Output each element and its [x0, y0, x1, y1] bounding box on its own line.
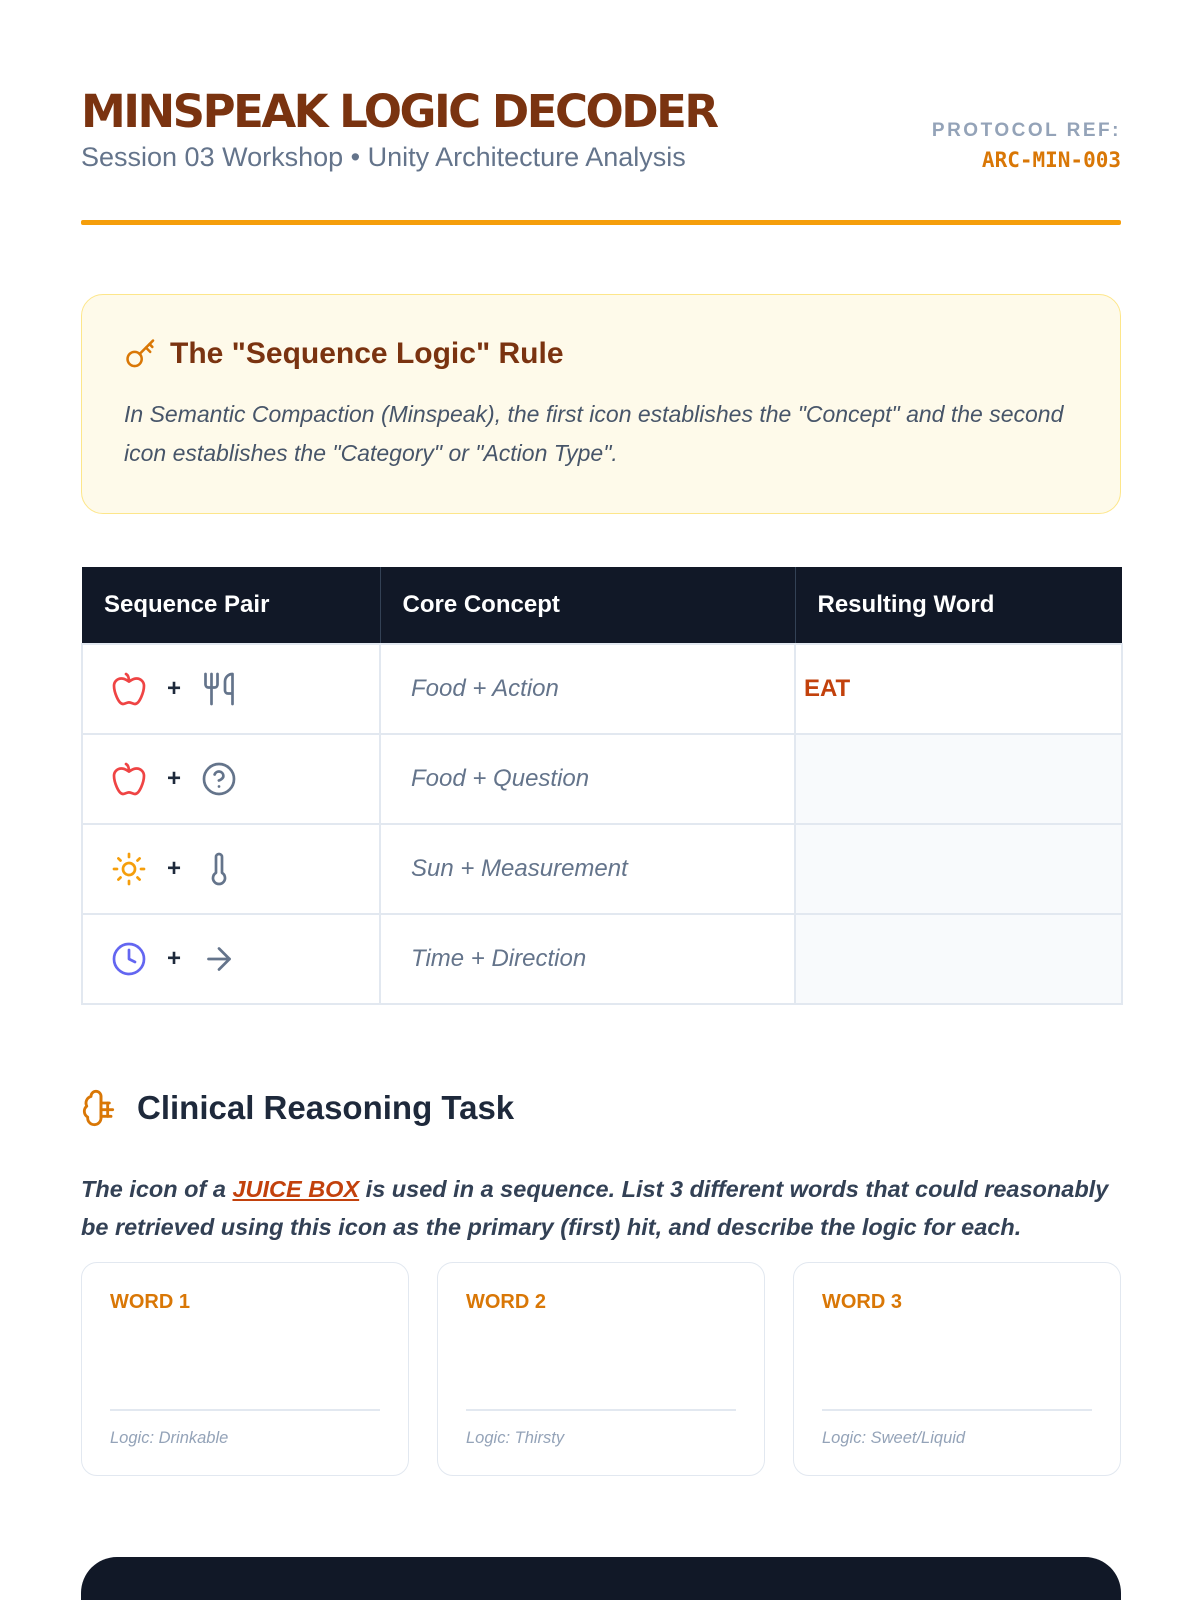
header-divider	[81, 220, 1121, 225]
sequence-rule-callout	[81, 294, 1121, 514]
word-card[interactable]	[81, 1262, 409, 1476]
answer-line	[466, 1409, 736, 1411]
sun-icon	[111, 851, 147, 887]
rule-text: In Semantic Compaction (Minspeak), the first icon establishes the "Concept" and the second icon establishes the "Category" or "Action Type".	[124, 401, 1064, 466]
brain-icon	[81, 1088, 121, 1128]
table-header-row	[82, 567, 1122, 644]
thermometer-icon	[201, 851, 237, 887]
plus-sign: +	[167, 855, 182, 882]
plus-sign: +	[167, 945, 182, 972]
word-card-label: WORD 3	[822, 1291, 902, 1313]
key-icon	[124, 337, 158, 371]
utensils-icon	[201, 671, 237, 707]
question-circle-icon	[201, 761, 237, 797]
plus-sign: +	[167, 675, 182, 702]
answer-line	[110, 1409, 380, 1411]
resulting-word-cell[interactable]	[795, 824, 1122, 914]
word-card-label: WORD 1	[110, 1291, 190, 1313]
table-row	[82, 914, 1122, 1004]
column-header-resulting-word: Resulting Word	[795, 567, 1122, 644]
table-row	[82, 644, 1122, 734]
table-row	[82, 824, 1122, 914]
task-heading	[81, 1088, 514, 1128]
task-title: Clinical Reasoning Task	[137, 1089, 515, 1126]
resulting-word: EAT	[804, 675, 851, 702]
page-subtitle: Session 03 Workshop • Unity Architecture Analysis	[81, 142, 686, 172]
arrow-right-icon	[201, 941, 237, 977]
page-header	[81, 84, 1121, 173]
table-row	[82, 734, 1122, 824]
answer-line	[822, 1409, 1092, 1411]
sequence-pair-cell	[82, 734, 380, 824]
resulting-word-cell[interactable]	[795, 644, 1122, 734]
sequence-pair-cell	[82, 914, 380, 1004]
core-concept-cell: Time + Direction	[380, 914, 795, 1004]
core-concept-cell: Sun + Measurement	[380, 824, 795, 914]
column-header-sequence-pair: Sequence Pair	[82, 567, 380, 644]
task-text-after: is used in a sequence. List 3 different words that could reasonably be retrieved using this icon as the primary (first) hit, and describe the logic for each.	[81, 1176, 1109, 1240]
column-header-core-concept: Core Concept	[380, 567, 795, 644]
core-concept-cell: Food + Action	[380, 644, 795, 734]
apple-icon	[111, 671, 147, 707]
word-card-logic: Logic: Thirsty	[466, 1429, 565, 1447]
protocol-ref	[932, 120, 1121, 172]
task-prompt	[81, 1170, 1121, 1246]
plus-sign: +	[167, 765, 182, 792]
sequence-pair-cell	[82, 644, 380, 734]
resulting-word-cell[interactable]	[795, 734, 1122, 824]
task-text-before: The icon of a	[81, 1176, 233, 1202]
page-title: MINSPEAK LOGIC DECODER	[81, 85, 717, 138]
resulting-word-cell[interactable]	[795, 914, 1122, 1004]
protocol-ref-code: ARC-MIN-003	[981, 148, 1121, 172]
word-card-label: WORD 2	[466, 1291, 546, 1313]
word-card[interactable]	[793, 1262, 1121, 1476]
rule-title: The "Sequence Logic" Rule	[170, 337, 564, 370]
footer-panel	[81, 1557, 1121, 1600]
protocol-ref-label: PROTOCOL REF:	[931, 120, 1121, 141]
sequence-table	[81, 567, 1123, 1005]
core-concept-cell: Food + Question	[380, 734, 795, 824]
sequence-pair-cell	[82, 824, 380, 914]
word-card-logic: Logic: Drinkable	[110, 1429, 229, 1447]
clock-icon	[111, 941, 147, 977]
word-card[interactable]	[437, 1262, 765, 1476]
apple-icon	[111, 761, 147, 797]
rule-heading	[124, 337, 564, 371]
juice-box-highlight: JUICE BOX	[232, 1176, 360, 1202]
word-card-logic: Logic: Sweet/Liquid	[822, 1429, 966, 1447]
